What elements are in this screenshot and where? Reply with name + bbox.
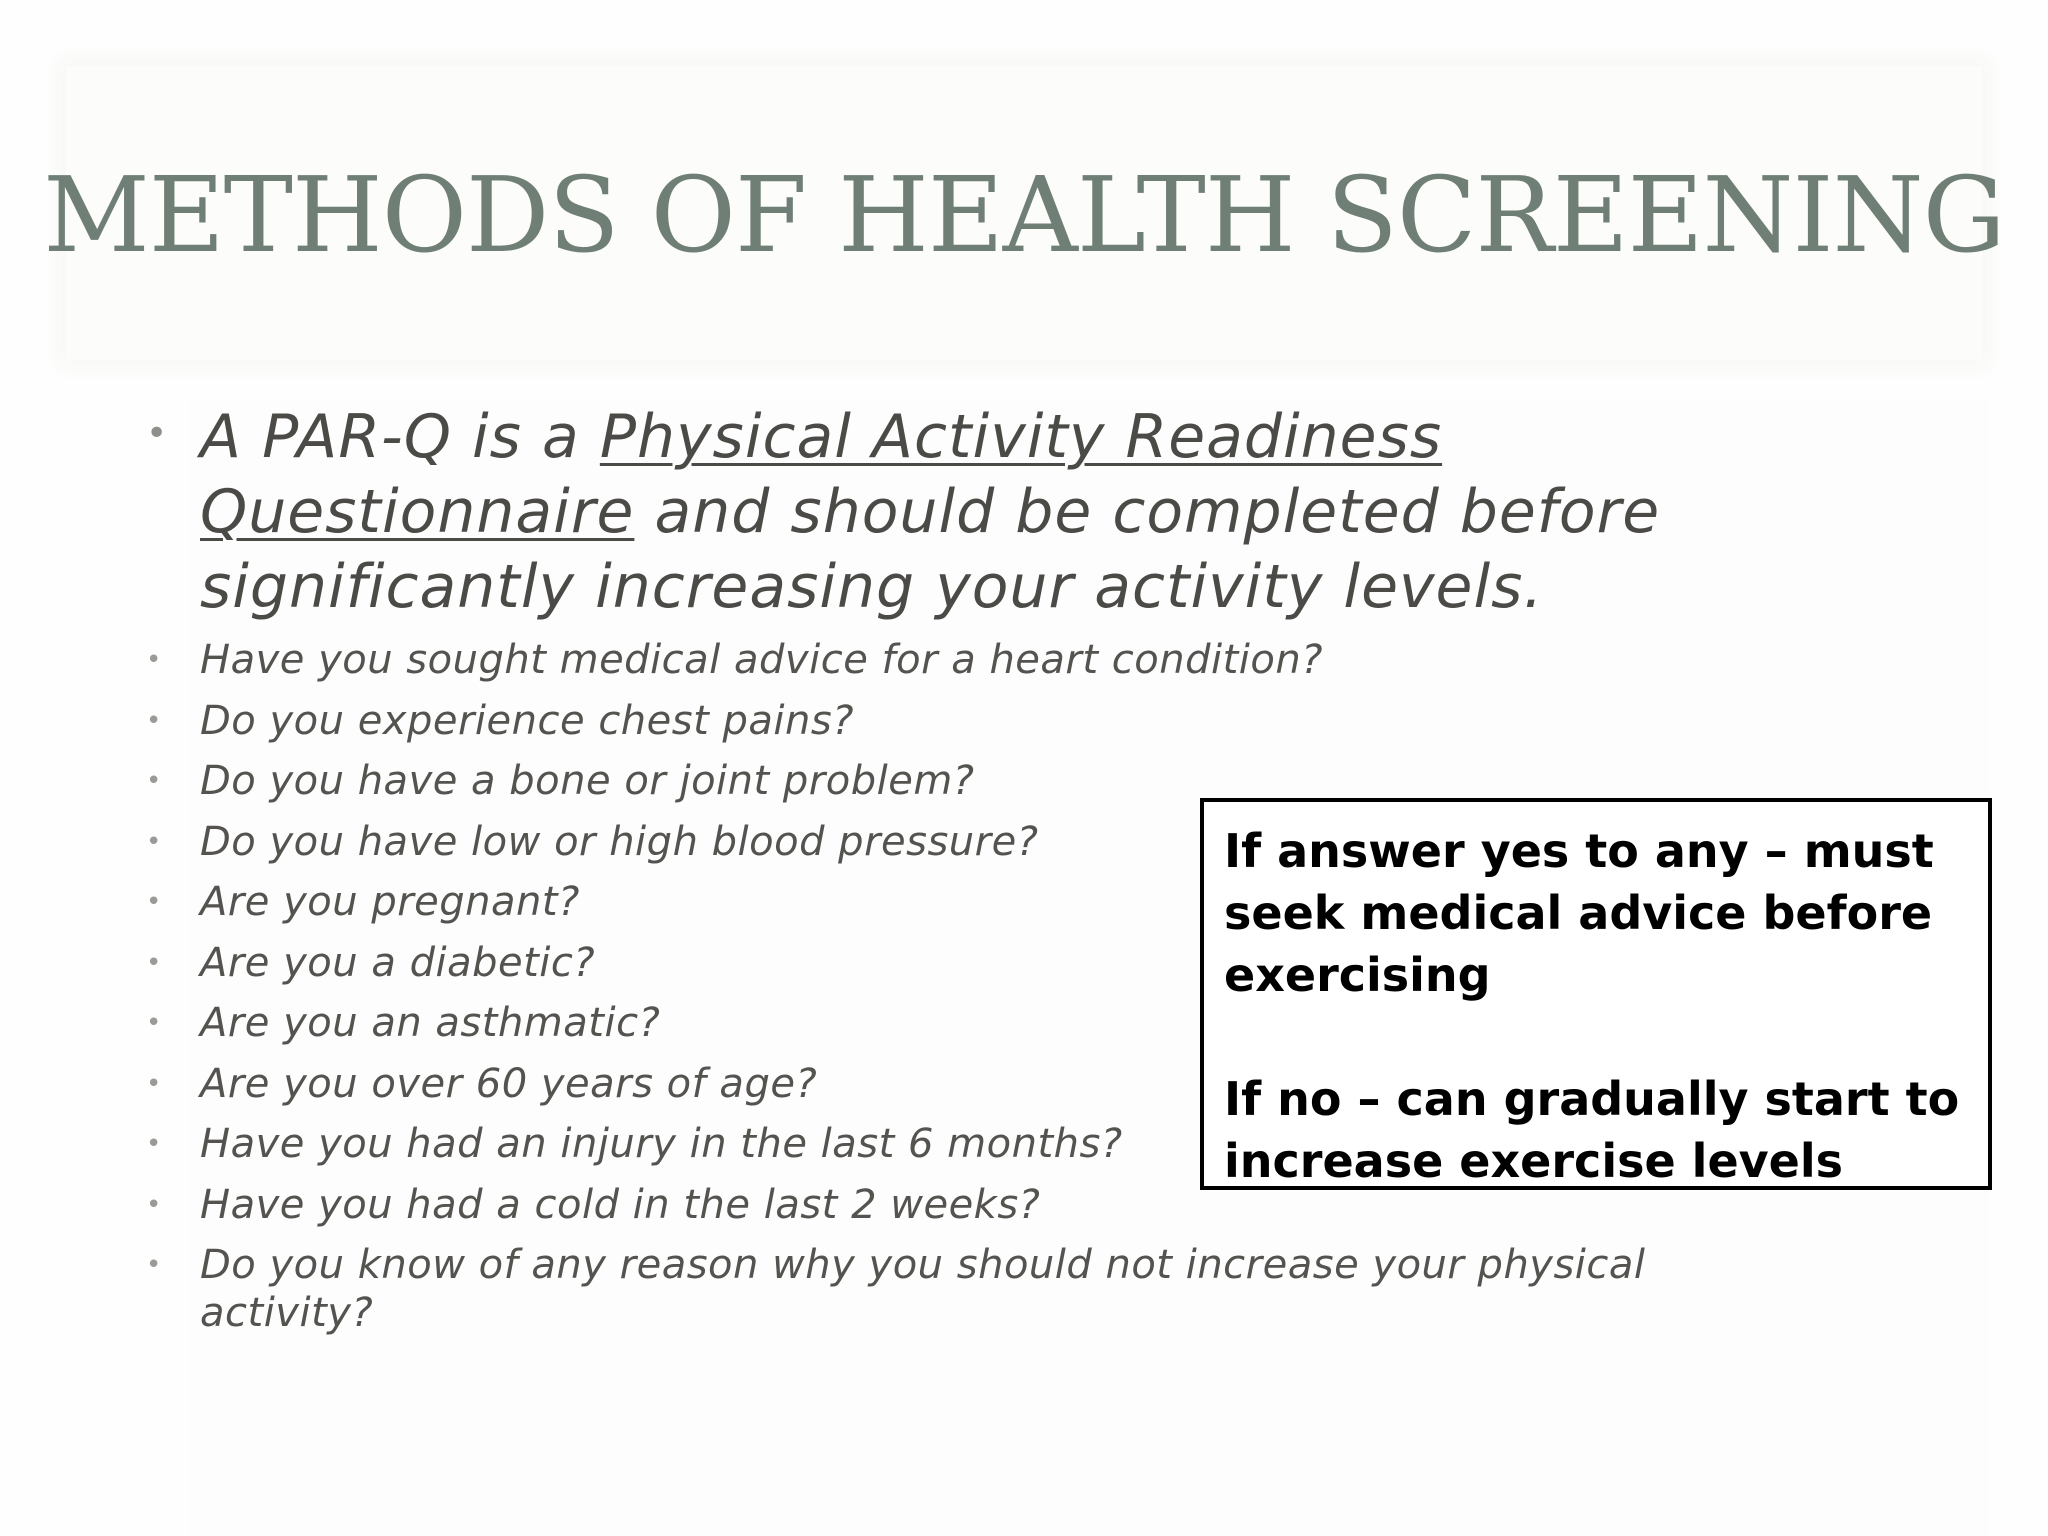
list-item: • Are you pregnant?: [146, 872, 1886, 933]
advice-callout: [1200, 798, 1992, 1190]
callout-no-text: If no – can gradually start to increase exercise levels: [1224, 1072, 1960, 1188]
bullet-icon: •: [146, 826, 162, 857]
intro-bullet: •: [146, 413, 168, 454]
parq-term-line2: Questionnaire: [200, 477, 635, 547]
bullet-icon: •: [146, 1129, 162, 1159]
bullet-icon: •: [146, 1008, 162, 1038]
callout-yes-text: If answer yes to any – must seek medical advice before exercising: [1224, 824, 1934, 1002]
list-item: • Are you a diabetic?: [146, 933, 1886, 994]
bullet-icon: •: [146, 1068, 162, 1099]
list-item: • Do you know of any reason why you should not increase your physical activity?: [146, 1242, 1646, 1336]
list-item: • Do you have low or high blood pressure?: [146, 812, 1886, 873]
intro-suffix: and should be completed before: [634, 477, 1661, 547]
bullet-icon: •: [146, 1250, 162, 1280]
intro-text: [200, 400, 1840, 625]
callout-spacer: [1224, 1006, 1968, 1068]
parq-term-line1: Physical Activity Readiness: [599, 402, 1443, 472]
intro-prefix: A PAR-Q is a: [200, 402, 600, 472]
bullet-icon: •: [146, 887, 162, 917]
list-item: • Do you experience chest pains?: [146, 691, 1886, 752]
slide-title: METHODS OF HEALTH SCREENING: [43, 154, 2005, 276]
list-item: • Have you had a cold in the last 2 weeks?: [146, 1175, 1886, 1236]
list-item: • Are you an asthmatic?: [146, 993, 1886, 1054]
bullet-icon: •: [146, 705, 162, 736]
bullet-icon: •: [146, 947, 162, 978]
bullet-icon: •: [146, 766, 162, 796]
intro-line3: significantly increasing your activity levels.: [200, 552, 1544, 622]
list-item: • Have you sought medical advice for a heart condition?: [146, 630, 1886, 691]
list-item: • Are you over 60 years of age?: [146, 1054, 1886, 1115]
bullet-icon: •: [146, 1189, 162, 1220]
list-item: • Have you had an injury in the last 6 months?: [146, 1114, 1886, 1175]
list-item: • Do you have a bone or joint problem?: [146, 751, 1886, 812]
bullet-icon: •: [146, 645, 162, 675]
